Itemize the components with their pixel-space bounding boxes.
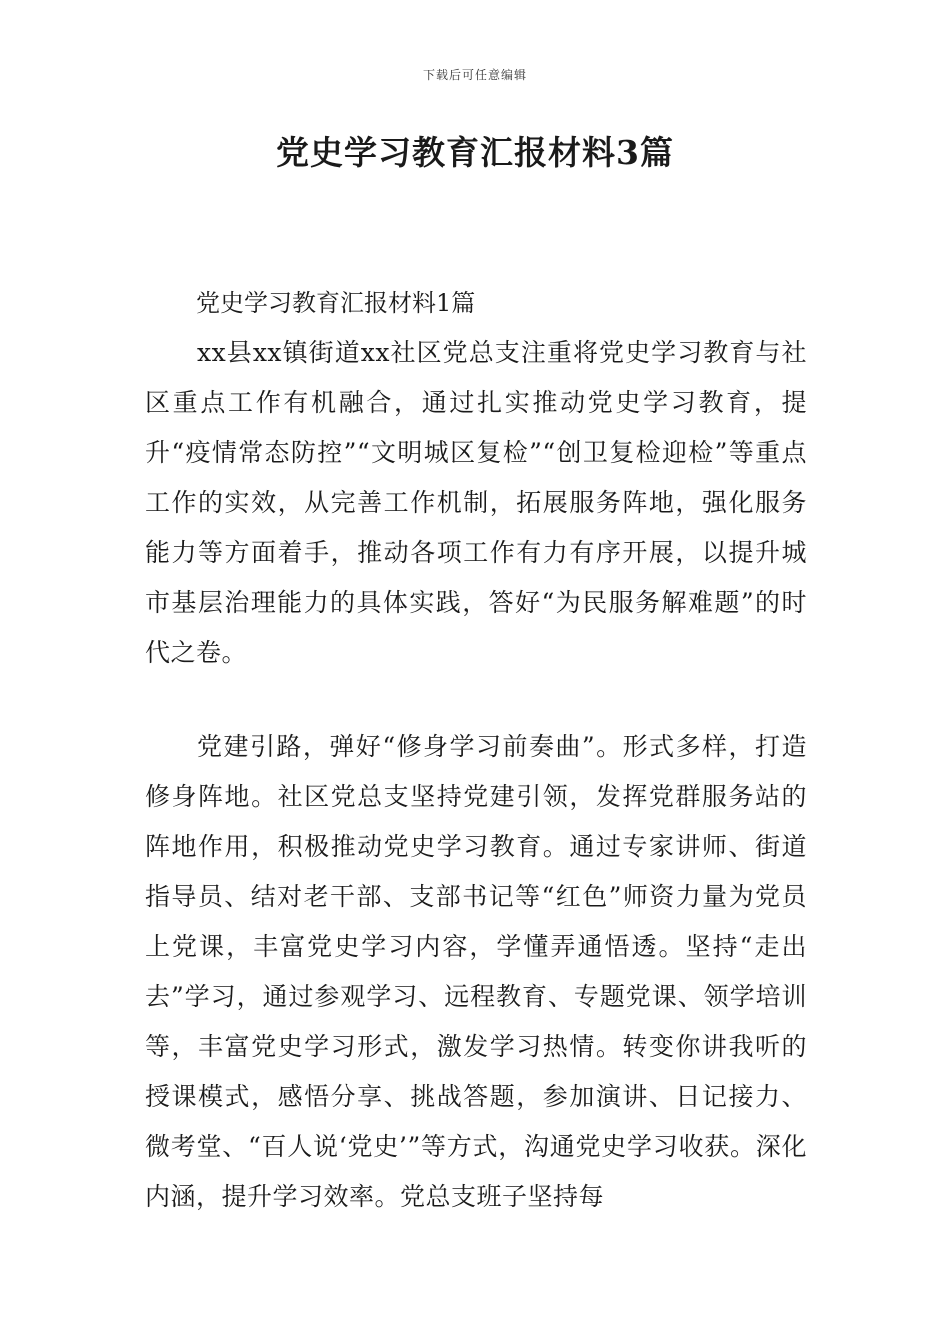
body-paragraph: xx县xx镇街道xx社区党总支注重将党史学习教育与社区重点工作有机融合，通过扎实推动党史学习教育，提升“疫情常态防控”“文明城区复检”“创卫复检迎检”等重点工作的实效，从完善工作机制，拓展服务阵地，强化服务能力等方面着手，推动各项工作有力有序开展，以提升城市基层治理能力的具体实践，答好“为民服务解难题”的时代之卷。 bbox=[145, 338, 807, 667]
body-paragraph: 党建引路，弹好“修身学习前奏曲”。形式多样，打造修身阵地。社区党总支坚持党建引领，发挥党群服务站的阵地作用，积极推动党史学习教育。通过专家讲师、街道指导员、结对老干部、支部书记等“红色”师资力量为党员上党课，丰富党史学习内容，学懂弄通悟透。坚持“走出去”学习，通过参观学习、远程教育、专题党课、领学培训等，丰富党史学习形式，激发学习热情。转变你讲我听的授课模式，感悟分享、挑战答题，参加演讲、日记接力、微考堂、“百人说‘党史’”等方式，沟通党史学习收获。深化内涵，提升学习效率。党总支班子坚持每 bbox=[145, 732, 807, 1211]
document-title: 党史学习教育汇报材料3篇 bbox=[276, 133, 674, 172]
section-heading: 党史学习教育汇报材料1篇 bbox=[196, 289, 476, 317]
header-note: 下载后可任意编辑 bbox=[422, 68, 527, 82]
